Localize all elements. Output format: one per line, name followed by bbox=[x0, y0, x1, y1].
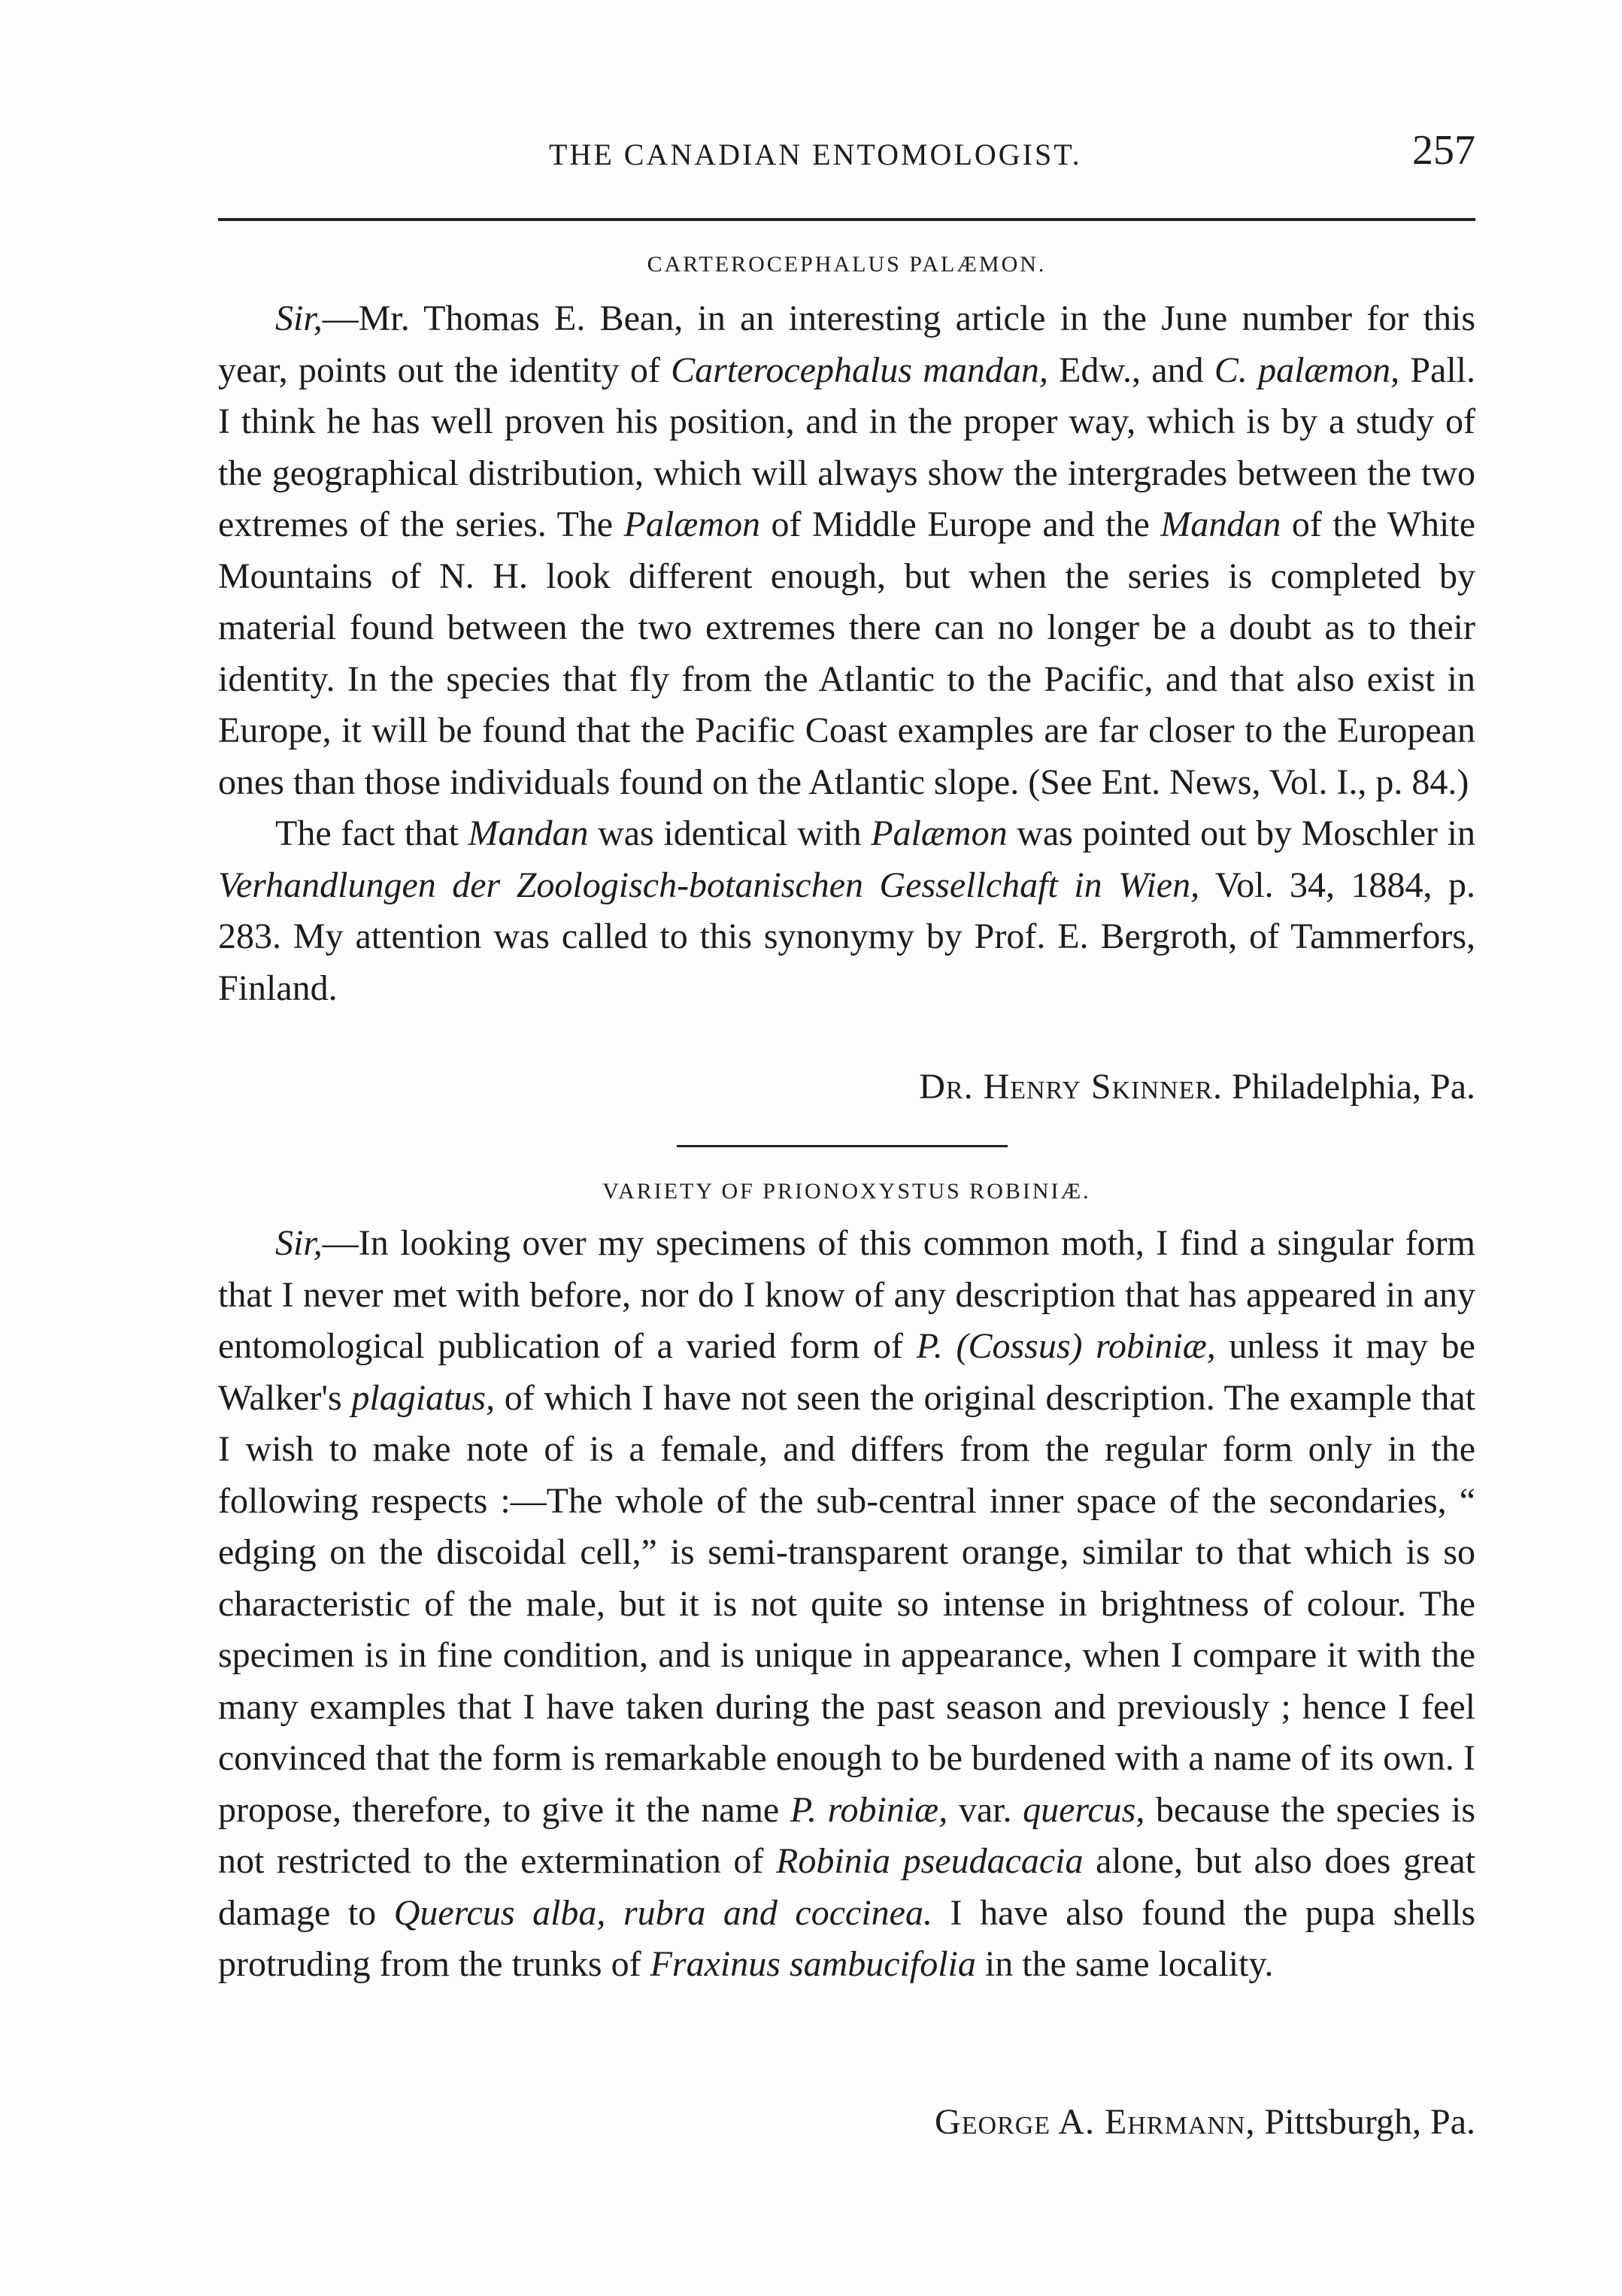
salutation: Sir, bbox=[275, 1223, 323, 1263]
author-name: Dr. Henry Skinner. bbox=[919, 1067, 1223, 1107]
section-divider bbox=[677, 1145, 1008, 1147]
article1-paragraph-2: The fact that Mandan was identical with Palæmon was pointed out by Moschler in Verhandlungen der Zoologisch-botanischen Gessellchaft in Wien, Vol. 34, 1884, p. 283. My attention was called to this synonymy by Prof. E. Bergroth, of Tammerfors, Finland. bbox=[218, 813, 1475, 1008]
salutation: Sir, bbox=[275, 298, 323, 338]
author-place: Philadelphia, Pa. bbox=[1223, 1067, 1475, 1107]
author-place: Pittsburgh, Pa. bbox=[1255, 2102, 1475, 2142]
article2-paragraph-1: Sir,—In looking over my specimens of this common moth, I find a singular form that I never met with before, nor do I know of any description that has appeared in any entomological publication of a varied form of P. (Cossus) robiniæ, unless it may be Walker's plagiatus, of which I have not seen the original description. The example that I wish to make note of is a female, and differs from the regular form only in the following respects :—The whole of the sub-central inner space of the secondaries, “ edging on the discoidal cell,” is semi-transparent orange, similar to that which is so characteristic of the male, but it is not quite so intense in brightness of colour. The specimen is in fine condition, and is unique in appearance, when I compare it with the many examples that I have taken during the past season and previously ; hence I feel convinced that the form is remarkable enough to be burdened with a name of its own. I propose, therefore, to give it the name P. robiniæ, var. quercus, because the species is not restricted to the extermination of Robinia pseudacacia alone, but also does great damage to Quercus alba, rubra and coccinea. I have also found the pupa shells protruding from the trunks of Fraxinus sambucifolia in the same locality. bbox=[218, 1223, 1476, 1984]
article2-signature bbox=[935, 2101, 1475, 2143]
header-rule bbox=[218, 218, 1475, 221]
article-title-carterocephalus: CARTEROCEPHALUS PALÆMON. bbox=[647, 252, 1047, 277]
page-header bbox=[218, 126, 1475, 186]
page-number: 257 bbox=[1412, 127, 1475, 174]
author-name: George A. Ehrmann, bbox=[935, 2102, 1256, 2142]
article-title-prionoxystus: VARIETY OF PRIONOXYSTUS ROBINIÆ. bbox=[602, 1179, 1091, 1204]
article1-signature bbox=[919, 1066, 1475, 1107]
article2-body bbox=[218, 1218, 1475, 1991]
running-title: THE CANADIAN ENTOMOLOGIST. bbox=[549, 138, 1082, 171]
article1-paragraph-1: Sir,—Mr. Thomas E. Bean, in an interesting article in the June number for this year, points out the identity of Carterocephalus mandan, Edw., and C. palæmon, Pall. I think he has well proven his position, and in the proper way, which is by a study of the geographical distribution, which will always show the intergrades between the two extremes of the series. The Palæmon of Middle Europe and the Mandan of the White Mountains of N. H. look different enough, but when the series is completed by material found between the two extremes there can no longer be a doubt as to their identity. In the species that fly from the Atlantic to the Pacific, and that also exist in Europe, it will be found that the Pacific Coast examples are far closer to the European ones than those individuals found on the Atlantic slope. (See Ent. News, Vol. I., p. 84.) bbox=[218, 298, 1476, 802]
article1-body bbox=[218, 293, 1475, 1014]
